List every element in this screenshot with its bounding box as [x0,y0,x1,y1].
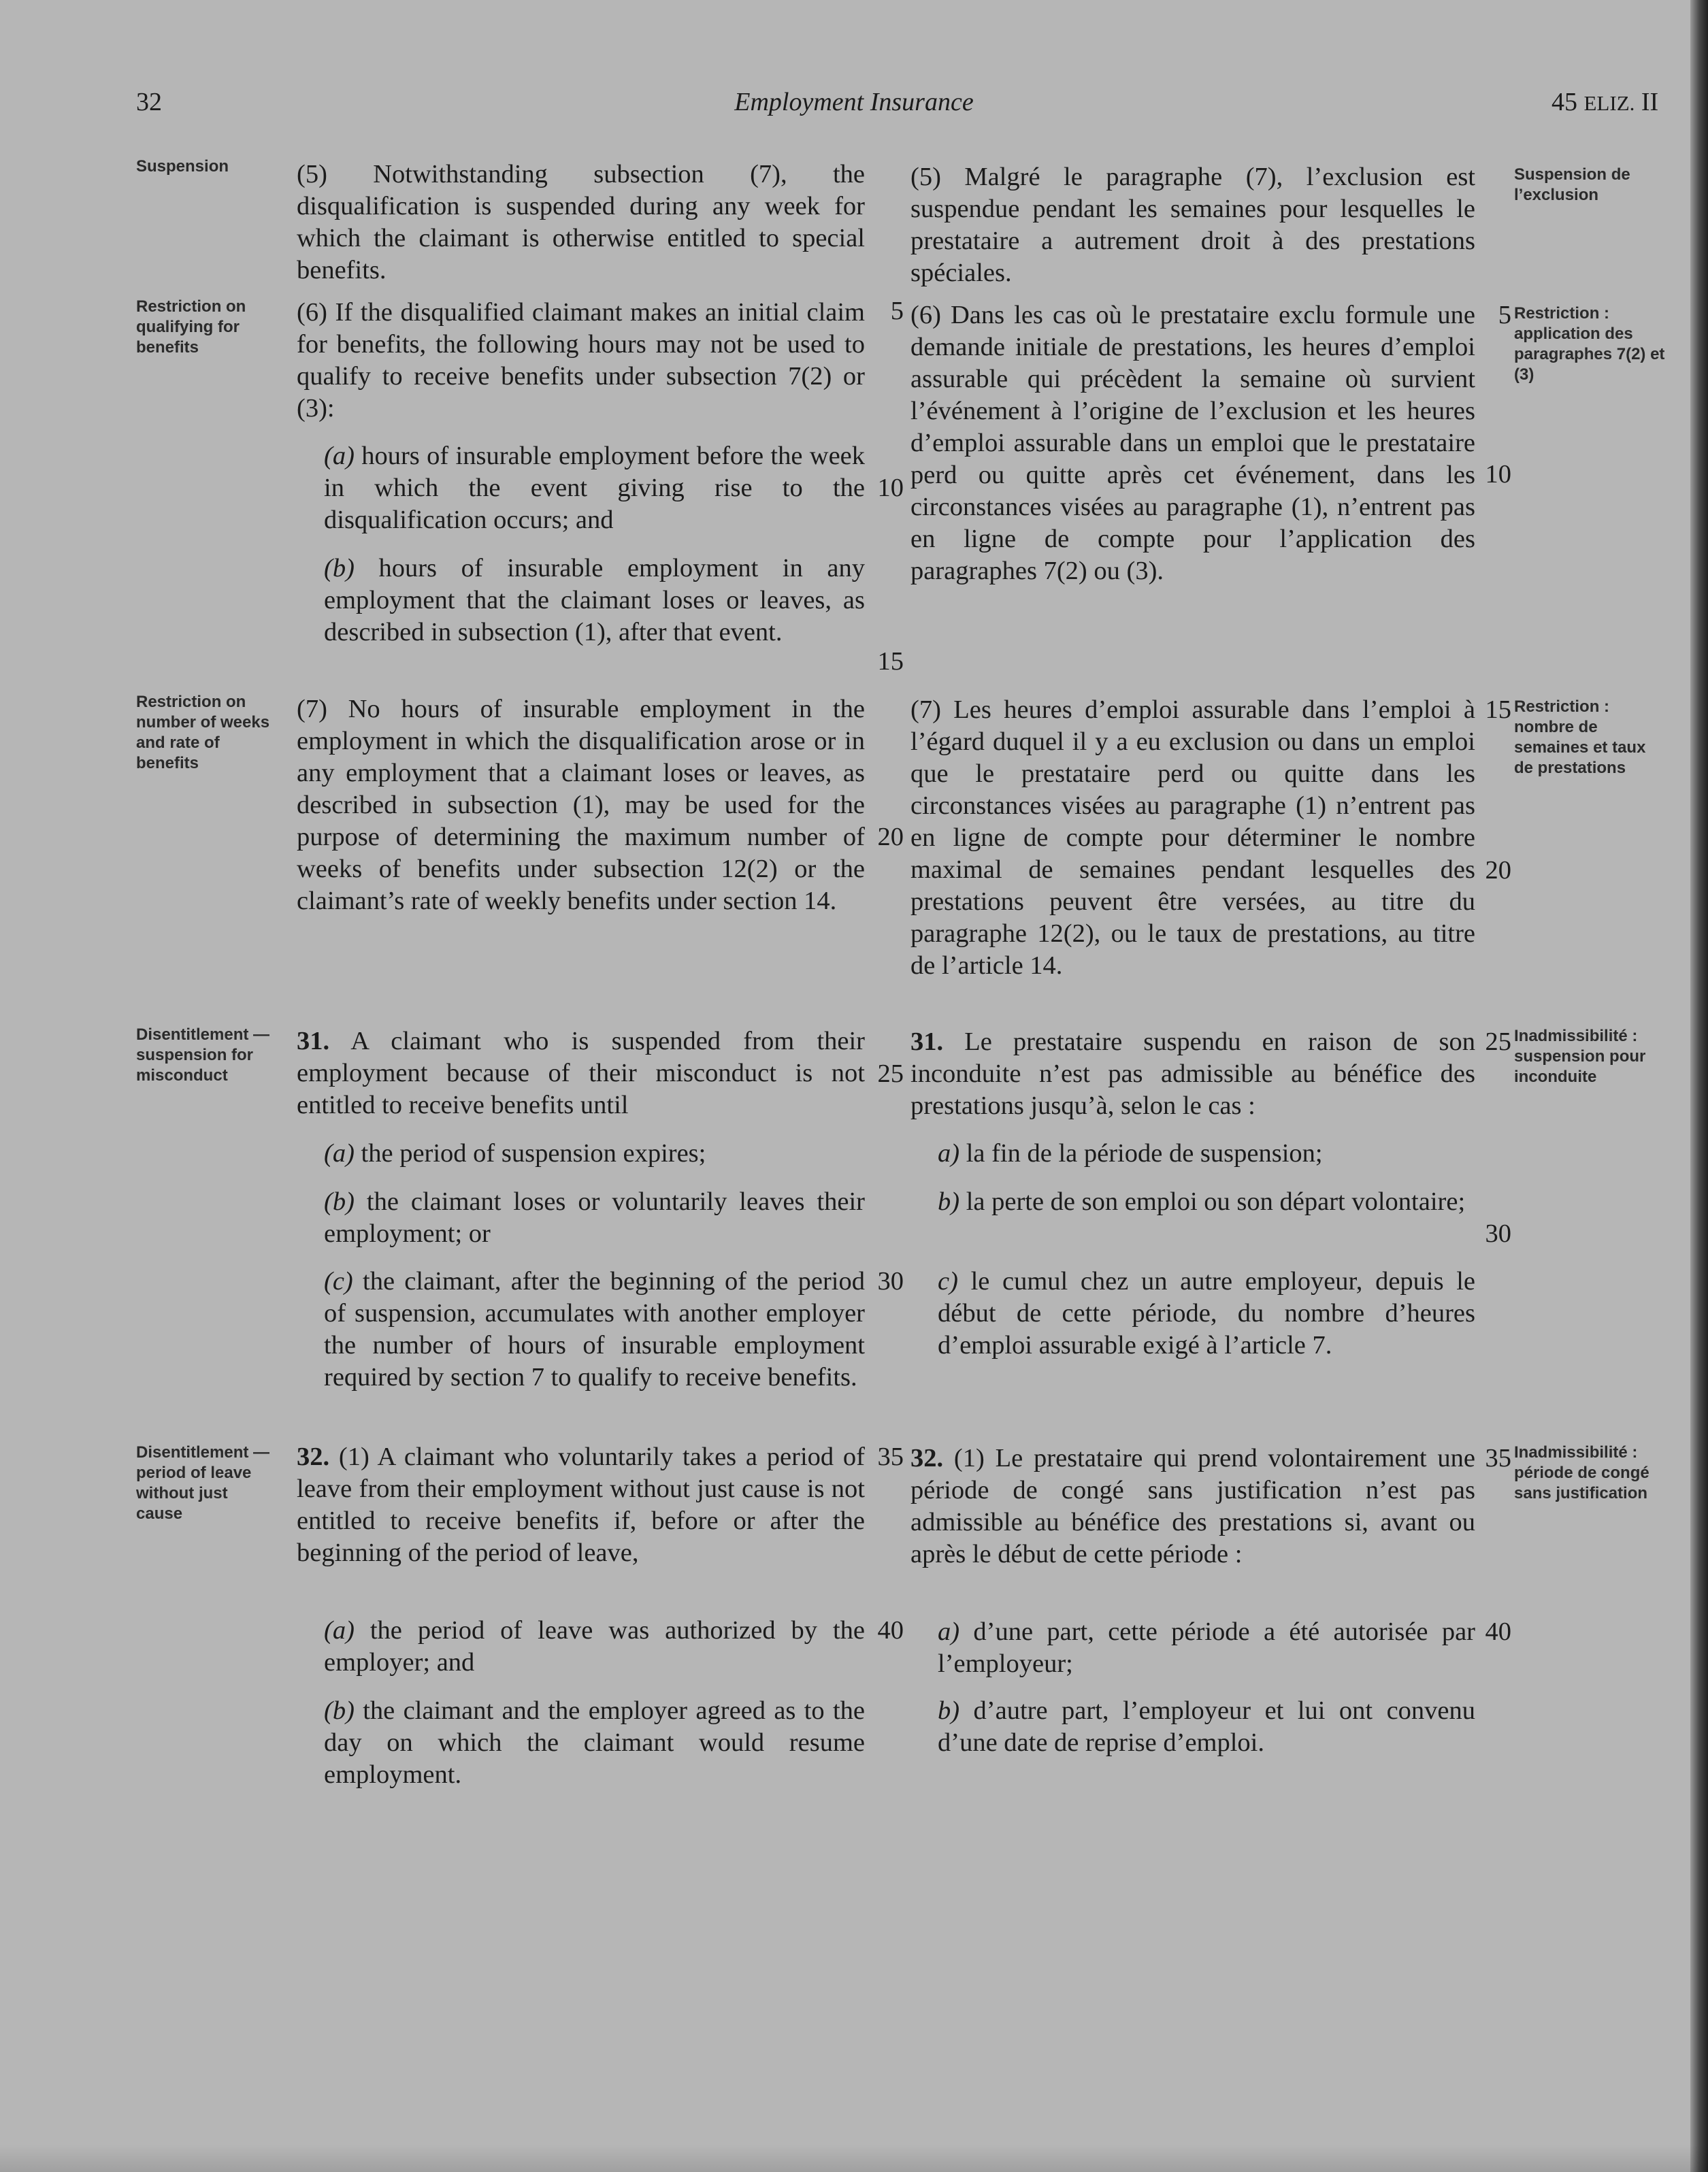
fr-s32-a: d’une part, cette période a été autorisée par l’employeur; [938,1617,1475,1678]
en-s31-a-text [324,1138,865,1170]
line-number: 15 [1485,695,1511,724]
en-s31-b-text [324,1186,865,1250]
fr-s32-para-b [910,1695,1475,1759]
en-s6-intro: (6) If the disqualified claimant makes an initial claim for benefits, the following hours may not be used to qualify to receive benefits under subsection 7(2) or (3): [297,298,865,423]
en-s6-b: hours of insurable employment in any employment that the claimant loses or leaves, as described in subsection (1), after that event. [324,554,865,646]
page-number: 32 [136,88,162,116]
page-edge [1690,0,1708,2172]
line-number: 40 [1485,1617,1511,1646]
en-s31-c-text [324,1266,865,1394]
line-number: 20 [1485,856,1511,885]
fr-s31-c-label: c) [938,1267,958,1296]
margin-note-fr-restriction-nombre: Restriction : nombre de semaines et taux de prestations [1514,697,1646,777]
en-s6-b-label: (b) [324,554,355,582]
fr-s31-intro: Le prestataire suspendu en raison de son inconduite n’est pas admissible au bénéfice des prestations jusqu’à, selon le cas : [910,1027,1475,1120]
fr-s31-c-text [938,1266,1475,1362]
en-s6-a-label: (a) [324,442,355,470]
line-number: 15 [877,647,904,676]
fr-s32-para-a [910,1616,1475,1680]
en-s31-b-label: (b) [324,1187,355,1216]
margin-note-disentitlement-leave: Disentitlement — period of leave without just cause [136,1443,270,1523]
en-s32-a-label: (a) [324,1616,355,1645]
fr-s31-para-a [910,1138,1475,1170]
line-number: 5 [890,297,904,325]
fr-s31-para-b [910,1186,1475,1218]
en-s31-c: the claimant, after the beginning of the period of suspension, accumulates with another employer the number of hours of insurable employment required by section 7 to qualify to receive benefits. [324,1267,866,1392]
fr-s32-b: d’autre part, l’employeur et lui ont convenu d’une date de reprise d’emploi. [938,1696,1476,1757]
fr-s31-a: la fin de la période de suspension; [966,1139,1323,1168]
en-s6-b-text [324,553,865,648]
en-s7-text: (7) No hours of insurable employment in the employment in which the disqualification arose or in any employment that a claimant loses or leaves, as described in subsection (1), may be used for the purpose of determining the maximum number of weeks of benefits under subsection 12(2) or the claimant’s rate of weekly benefits under section 14. [297,695,865,915]
en-section-32 [297,1441,865,1569]
margin-note-restriction-qualifying: Restriction on qualifying for benefits [136,297,246,357]
regnal-eliz: ELIZ. [1583,91,1635,115]
margin-note-suspension: Suspension [136,157,229,176]
fr-s32-text [910,1443,1475,1570]
fr-s32-b-label: b) [938,1696,960,1725]
fr-s32-a-label: a) [938,1617,960,1646]
fr-s31-b: la perte de son emploi ou son départ volontaire; [966,1187,1466,1216]
en-s31-c-label: (c) [324,1267,353,1296]
en-s31-para-a [297,1138,865,1170]
regnal-number: 45 [1551,88,1577,116]
fr-section-32 [910,1443,1475,1570]
line-number: 5 [1498,301,1511,329]
fr-s31-a-label: a) [938,1139,960,1168]
en-section-31 [297,1025,865,1121]
en-subsection-7 [297,693,865,917]
regnal-roman: II [1641,88,1659,116]
en-s31-number: 31. [297,1027,330,1055]
running-title: Employment Insurance [734,88,974,116]
page-shadow [0,2145,1708,2172]
en-s6-a: hours of insurable employment before the week in which the event giving rise to the disqualification occurs; and [324,442,865,534]
margin-note-fr-restriction-application: Restriction : application des paragraphes 7(2) et (3) [1514,304,1665,384]
line-number: 10 [1485,460,1511,489]
fr-s31-a-text [938,1138,1475,1170]
fr-s32-intro: (1) Le prestataire qui prend volontairement une période de congé sans justification n’est pas admissible au bénéfice des prestations si, avant ou après le début de cette période : [910,1444,1476,1568]
fr-s31-b-label: b) [938,1187,960,1216]
en-s31-a-label: (a) [324,1139,355,1168]
en-s32-b: the claimant and the employer agreed as to the day on which the claimant would resume employment. [324,1696,865,1789]
line-number: 35 [1485,1444,1511,1472]
line-number: 25 [877,1059,904,1088]
fr-s32-number: 32. [910,1444,944,1472]
en-s31-intro: A claimant who is suspended from their employment because of their misconduct is not entitled to receive benefits until [297,1027,865,1119]
line-number: 25 [1485,1027,1511,1056]
fr-s31-c: le cumul chez un autre employeur, depuis le début de cette période, du nombre d’heures d’emploi assurable exigé à l’article 7. [938,1267,1476,1360]
en-s32-a-text [324,1615,865,1679]
margin-note-disentitlement-misconduct: Disentitlement — suspension for misconduct [136,1025,270,1085]
fr-s7-text: (7) Les heures d’emploi assurable dans l’emploi à l’égard duquel il y a eu exclusion ou dans un emploi que le prestataire perd ou quitte dans les circonstances visées au paragraphe (1) n’entrent pas en ligne de compte pour déterminer le nombre maximal de semaines pendant lesquelles des prestations peuvent être versées, au titre du paragraphe 12(2), ou le taux de prestations, au titre de l’article 14. [910,695,1475,980]
en-s32-b-label: (b) [324,1696,355,1725]
en-s32-number: 32. [297,1443,330,1471]
en-s31-para-b [297,1186,865,1250]
margin-note-fr-inadmissibilite-inconduite: Inadmissibilité : suspension pour inconduite [1514,1027,1646,1086]
fr-s32-a-text [938,1616,1475,1680]
fr-subsection-5 [910,161,1475,289]
en-s32-para-b [297,1695,865,1791]
fr-s6-text: (6) Dans les cas où le prestataire exclu formule une demande initiale de prestations, les heures d’emploi assurable qui précèdent la semaine où survient l’événement à l’origine de l’exclusion et les heures d’emploi assurable dans un emploi que le prestataire perd ou quitte après cet événement, dans les circonstances visées au paragraphe (1), n’entrent pas en ligne de compte pour l’application des paragraphes 7(2) ou (3). [910,301,1475,585]
en-s31-text [297,1025,865,1121]
line-number: 30 [877,1267,904,1296]
en-s6-para-b [297,553,865,648]
en-s31-para-c [297,1266,865,1394]
en-s31-b: the claimant loses or voluntarily leaves their employment; or [324,1187,865,1248]
en-s32-a: the period of leave was authorized by the employer; and [324,1616,866,1677]
en-s32-text [297,1441,865,1569]
fr-section-31 [910,1026,1475,1122]
fr-s31-number: 31. [910,1027,944,1056]
en-s32-b-text [324,1695,865,1791]
regnal-year [1551,87,1658,117]
line-number: 40 [877,1616,904,1645]
fr-s31-text [910,1026,1475,1122]
en-subsection-6 [297,297,865,425]
margin-note-restriction-weeks: Restriction on number of weeks and rate of benefits [136,693,270,772]
margin-note-fr-inadmissibilite-conge: Inadmissibilité : période de congé sans justification [1514,1443,1649,1502]
en-s32-intro: (1) A claimant who voluntarily takes a period of leave from their employment without just cause is not entitled to receive benefits if, before or after the beginning of the period of leave, [297,1443,865,1567]
en-subsection-5 [297,159,865,286]
fr-s5-text: (5) Malgré le paragraphe (7), l’exclusion est suspendue pendant les semaines pour lesquelles le prestataire a autrement droit à des prestations spéciales. [910,163,1475,287]
en-s6-a-text [324,440,865,536]
en-s6-para-a [297,440,865,536]
line-number: 20 [877,823,904,851]
en-s31-a: the period of suspension expires; [361,1139,706,1168]
line-number: 35 [877,1443,904,1471]
line-number: 10 [877,474,904,502]
fr-subsection-6 [910,299,1475,587]
line-number: 30 [1485,1219,1511,1248]
fr-subsection-7 [910,694,1475,982]
fr-s31-b-text [938,1186,1475,1218]
en-s32-para-a [297,1615,865,1679]
en-s5-text: (5) Notwithstanding subsection (7), the disqualification is suspended during any week for which the claimant is otherwise entitled to special benefits. [297,160,865,284]
fr-s31-para-c [910,1266,1475,1362]
fr-s32-b-text [938,1695,1475,1759]
margin-note-fr-suspension: Suspension de l’exclusion [1514,165,1630,204]
